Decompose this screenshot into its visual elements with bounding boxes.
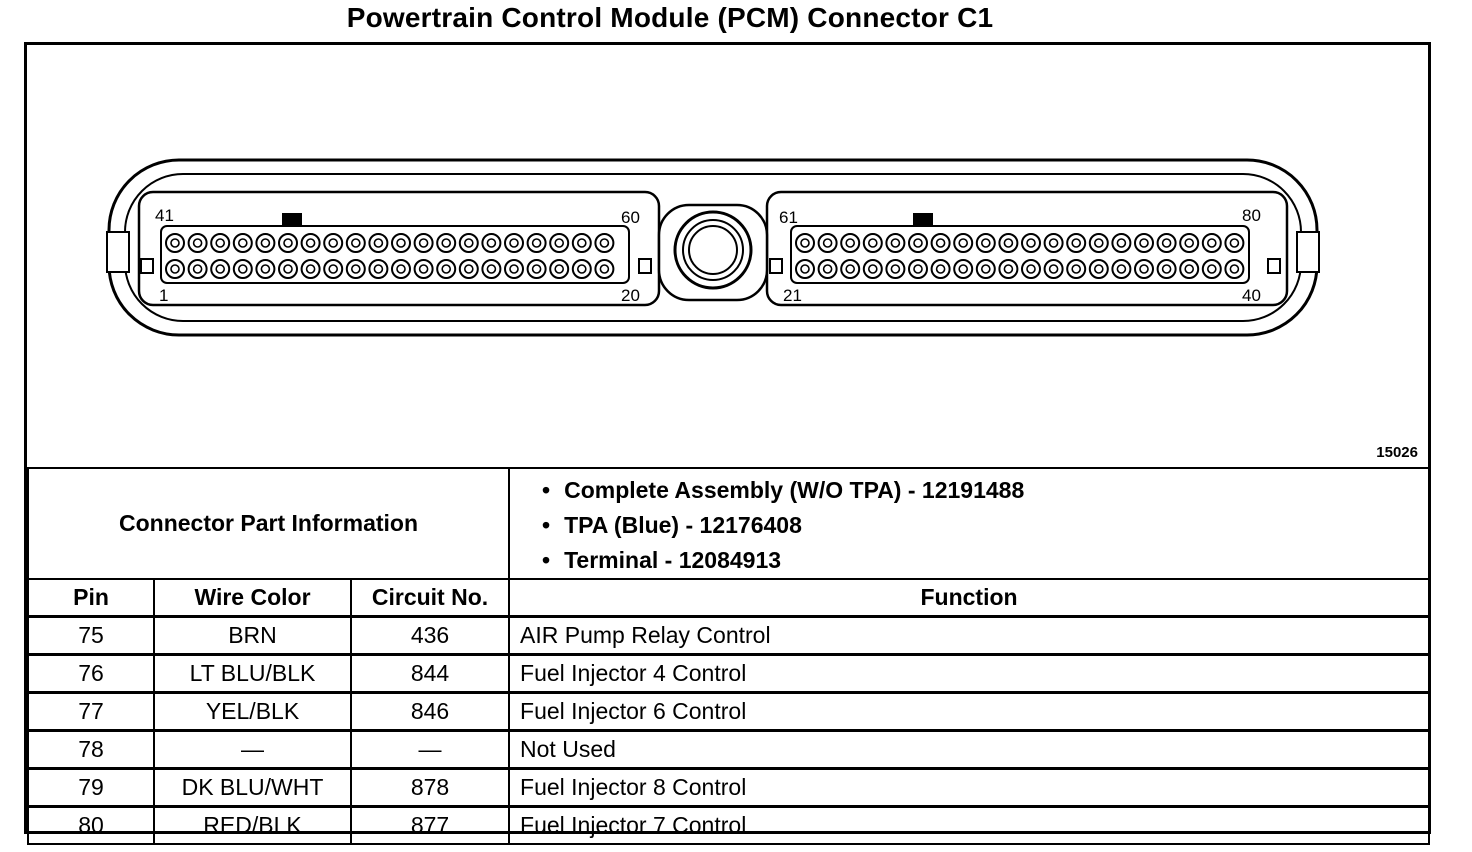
pin-terminal bbox=[279, 234, 297, 252]
pin-terminal bbox=[415, 260, 433, 278]
pin-terminal bbox=[819, 234, 837, 252]
pin-terminal bbox=[1158, 260, 1176, 278]
pin-terminal bbox=[1045, 234, 1063, 252]
part-info-item: • TPA (Blue) - 12176408 bbox=[542, 508, 1428, 543]
pin-terminal bbox=[954, 234, 972, 252]
cell-circuit: 844 bbox=[351, 655, 509, 693]
cell-pin: 79 bbox=[28, 769, 154, 807]
cell-circuit: 877 bbox=[351, 807, 509, 845]
right-key-mark bbox=[913, 213, 933, 225]
pin-terminal bbox=[841, 260, 859, 278]
pin-terminal bbox=[886, 234, 904, 252]
pin-terminal bbox=[1203, 234, 1221, 252]
pin-terminal bbox=[932, 260, 950, 278]
pin-terminal bbox=[864, 260, 882, 278]
pin-terminal bbox=[1112, 260, 1130, 278]
label-60: 60 bbox=[621, 208, 640, 227]
pin-terminal bbox=[1067, 260, 1085, 278]
pin-terminal bbox=[369, 260, 387, 278]
pin-terminal bbox=[166, 260, 184, 278]
cell-wire-color: RED/BLK bbox=[154, 807, 351, 845]
pin-terminal bbox=[482, 260, 500, 278]
pin-terminal bbox=[189, 234, 207, 252]
pin-terminal bbox=[1112, 234, 1130, 252]
part-info-label: Connector Part Information bbox=[28, 468, 509, 579]
cell-function: AIR Pump Relay Control bbox=[509, 617, 1429, 655]
pin-terminal bbox=[1090, 234, 1108, 252]
pin-terminal bbox=[1022, 260, 1040, 278]
cell-wire-color: DK BLU/WHT bbox=[154, 769, 351, 807]
pin-terminal bbox=[819, 260, 837, 278]
pin-terminal bbox=[505, 234, 523, 252]
pin-terminal bbox=[324, 260, 342, 278]
part-info-item: • Complete Assembly (W/O TPA) - 12191488 bbox=[542, 473, 1428, 508]
left-block-tab-r bbox=[639, 259, 651, 273]
pin-terminal bbox=[1180, 234, 1198, 252]
cell-pin: 75 bbox=[28, 617, 154, 655]
pin-terminal bbox=[211, 234, 229, 252]
table-row bbox=[28, 617, 1429, 655]
pin-terminal bbox=[347, 260, 365, 278]
header-pin: Pin bbox=[28, 579, 154, 617]
pin-terminal bbox=[505, 260, 523, 278]
pin-terminal bbox=[279, 260, 297, 278]
pin-terminal bbox=[415, 234, 433, 252]
pin-terminal bbox=[189, 260, 207, 278]
pin-terminal bbox=[302, 260, 320, 278]
connector-frame bbox=[24, 42, 1431, 838]
left-block-tab-l bbox=[141, 259, 153, 273]
pin-terminal bbox=[437, 234, 455, 252]
pin-terminal bbox=[166, 234, 184, 252]
label-21: 21 bbox=[783, 286, 802, 305]
pin-terminal bbox=[954, 260, 972, 278]
pin-terminal bbox=[234, 234, 252, 252]
pin-terminal bbox=[1225, 234, 1243, 252]
pin-terminal bbox=[796, 260, 814, 278]
label-80: 80 bbox=[1242, 206, 1261, 225]
pin-terminal bbox=[392, 260, 410, 278]
cell-pin: 77 bbox=[28, 693, 154, 731]
table-row bbox=[28, 807, 1429, 845]
cell-function: Fuel Injector 8 Control bbox=[509, 769, 1429, 807]
table-row bbox=[28, 693, 1429, 731]
pin-terminal bbox=[864, 234, 882, 252]
cell-pin: 78 bbox=[28, 731, 154, 769]
cell-wire-color: YEL/BLK bbox=[154, 693, 351, 731]
pin-terminal bbox=[460, 234, 478, 252]
pin-terminal bbox=[1135, 234, 1153, 252]
cell-function: Fuel Injector 6 Control bbox=[509, 693, 1429, 731]
pin-terminal bbox=[347, 234, 365, 252]
table-row bbox=[28, 655, 1429, 693]
part-info-list bbox=[509, 468, 1429, 579]
header-wire-color: Wire Color bbox=[154, 579, 351, 617]
connector-drawing bbox=[27, 45, 1428, 470]
pin-terminal bbox=[437, 260, 455, 278]
cell-wire-color: — bbox=[154, 731, 351, 769]
pin-terminal bbox=[1022, 234, 1040, 252]
pin-terminal bbox=[595, 234, 613, 252]
table-header-row bbox=[28, 579, 1429, 617]
pin-terminal bbox=[595, 260, 613, 278]
pin-terminal bbox=[211, 260, 229, 278]
table-row bbox=[28, 769, 1429, 807]
cell-circuit: 436 bbox=[351, 617, 509, 655]
header-circuit: Circuit No. bbox=[351, 579, 509, 617]
pin-terminal bbox=[909, 234, 927, 252]
pin-terminal bbox=[1225, 260, 1243, 278]
pin-terminal bbox=[482, 234, 500, 252]
pin-terminal bbox=[999, 234, 1017, 252]
pin-terminal bbox=[550, 234, 568, 252]
cell-circuit: 878 bbox=[351, 769, 509, 807]
pin-terminal bbox=[234, 260, 252, 278]
pin-terminal bbox=[841, 234, 859, 252]
pin-terminal bbox=[999, 260, 1017, 278]
connector-diagram bbox=[27, 45, 1428, 470]
label-1: 1 bbox=[159, 286, 169, 305]
part-info-row bbox=[28, 468, 1429, 579]
pin-terminal bbox=[1158, 234, 1176, 252]
pin-terminal bbox=[1067, 234, 1085, 252]
cell-pin: 80 bbox=[28, 807, 154, 845]
cell-wire-color: BRN bbox=[154, 617, 351, 655]
pin-terminal bbox=[392, 234, 410, 252]
part-info-item: • Terminal - 12084913 bbox=[542, 543, 1428, 578]
right-block-tab-r bbox=[1268, 259, 1280, 273]
pin-terminal bbox=[573, 234, 591, 252]
label-41: 41 bbox=[155, 206, 174, 225]
pin-terminal bbox=[1090, 260, 1108, 278]
cell-function: Fuel Injector 7 Control bbox=[509, 807, 1429, 845]
pin-terminal bbox=[1203, 260, 1221, 278]
cell-function: Not Used bbox=[509, 731, 1429, 769]
left-latch bbox=[107, 232, 129, 272]
pin-terminal bbox=[886, 260, 904, 278]
pin-terminal bbox=[932, 234, 950, 252]
pinout-table bbox=[27, 467, 1430, 845]
pin-terminal bbox=[796, 234, 814, 252]
center-bolt-outer bbox=[675, 212, 751, 288]
right-latch bbox=[1297, 232, 1319, 272]
cell-circuit: — bbox=[351, 731, 509, 769]
pin-terminal bbox=[1180, 260, 1198, 278]
label-20: 20 bbox=[621, 286, 640, 305]
table-row bbox=[28, 731, 1429, 769]
pin-terminal bbox=[528, 260, 546, 278]
cell-function: Fuel Injector 4 Control bbox=[509, 655, 1429, 693]
pin-terminal bbox=[302, 234, 320, 252]
pin-terminal bbox=[256, 234, 274, 252]
pin-terminal bbox=[977, 234, 995, 252]
pin-terminal bbox=[909, 260, 927, 278]
figure-number: 15026 bbox=[1376, 444, 1418, 461]
header-function: Function bbox=[509, 579, 1429, 617]
pin-terminal bbox=[369, 234, 387, 252]
right-block-tab-l bbox=[770, 259, 782, 273]
left-key-mark bbox=[282, 213, 302, 225]
pin-terminal bbox=[550, 260, 568, 278]
pin-terminal bbox=[1135, 260, 1153, 278]
pin-terminal bbox=[977, 260, 995, 278]
pin-terminal bbox=[1045, 260, 1063, 278]
pin-terminal bbox=[324, 234, 342, 252]
cell-circuit: 846 bbox=[351, 693, 509, 731]
pin-terminal bbox=[573, 260, 591, 278]
cell-pin: 76 bbox=[28, 655, 154, 693]
label-40: 40 bbox=[1242, 286, 1261, 305]
pin-terminal bbox=[460, 260, 478, 278]
label-61: 61 bbox=[779, 208, 798, 227]
cell-wire-color: LT BLU/BLK bbox=[154, 655, 351, 693]
page-title: Powertrain Control Module (PCM) Connector C1 bbox=[346, 2, 994, 33]
pin-terminal bbox=[256, 260, 274, 278]
pin-terminal bbox=[528, 234, 546, 252]
